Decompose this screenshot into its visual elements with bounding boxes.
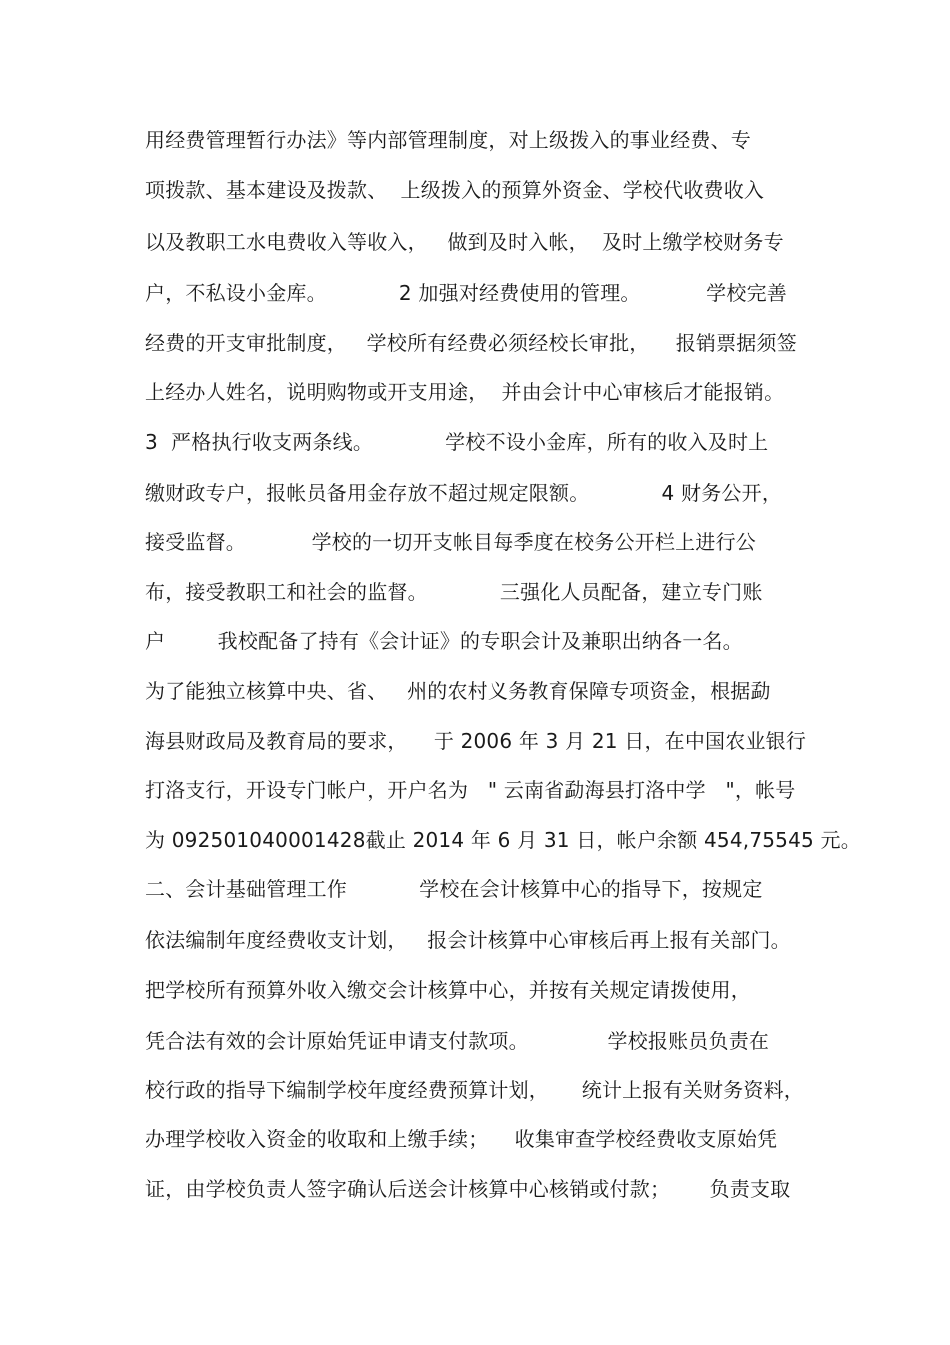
text-line: 用经费管理暂行办法》等内部管理制度，对上级拨入的事业经费、专 [145, 128, 751, 152]
text-line: 为 092501040001428截止 2014 年 6 月 31 日，帐户余额 454,75545 元。 [145, 828, 861, 852]
text-line: 为了能独立核算中央、省、 州的农村义务教育保障专项资金，根据勐 [145, 679, 771, 703]
text-line: 户 我校配备了持有《会计证》的专职会计及兼职出纳各一名。 [145, 629, 743, 653]
text-line: 把学校所有预算外收入缴交会计核算中心，并按有关规定请拨使用， [145, 978, 751, 1002]
text-line: 二、会计基础管理工作 学校在会计核算中心的指导下，按规定 [145, 877, 763, 901]
text-line: 经费的开支审批制度， 学校所有经费必须经校长审批， 报销票据须签 [145, 331, 797, 355]
text-line: 证，由学校负责人签字确认后送会计核算中心核销或付款； 负责支取 [145, 1177, 791, 1201]
text-line: 接受监督。 学校的一切开支帐目每季度在校务公开栏上进行公 [145, 530, 756, 554]
text-line: 办理学校收入资金的收取和上缴手续； 收集审查学校经费收支原始凭 [145, 1127, 778, 1151]
text-line: 打洛支行，开设专门帐户，开户名为 " 云南省勐海县打洛中学 "，帐号 [145, 778, 796, 802]
text-line: 户，不私设小金库。 2 加强对经费使用的管理。 学校完善 [145, 281, 787, 305]
text-line: 缴财政专户，报帐员备用金存放不超过规定限额。 4 财务公开， [145, 481, 783, 505]
text-line: 3 严格执行收支两条线。 学校不设小金库，所有的收入及时上 [145, 430, 769, 454]
text-line: 项拨款、基本建设及拨款、 上级拨入的预算外资金、学校代收费收入 [145, 178, 765, 202]
text-line: 上经办人姓名，说明购物或开支用途， 并由会计中心审核后才能报销。 [145, 380, 785, 404]
text-line: 海县财政局及教育局的要求， 于 2006 年 3 月 21 日，在中国农业银行 [145, 729, 807, 753]
text-line: 校行政的指导下编制学校年度经费预算计划， 统计上报有关财务资料， [145, 1078, 804, 1102]
text-line: 布，接受教职工和社会的监督。 三强化人员配备，建立专门账 [145, 580, 763, 604]
text-line: 依法编制年度经费收支计划， 报会计核算中心审核后再上报有关部门。 [145, 928, 791, 952]
text-line: 以及教职工水电费收入等收入， 做到及时入帐， 及时上缴学校财务专 [145, 230, 784, 254]
text-line: 凭合法有效的会计原始凭证申请支付款项。 学校报账员负责在 [145, 1029, 770, 1053]
